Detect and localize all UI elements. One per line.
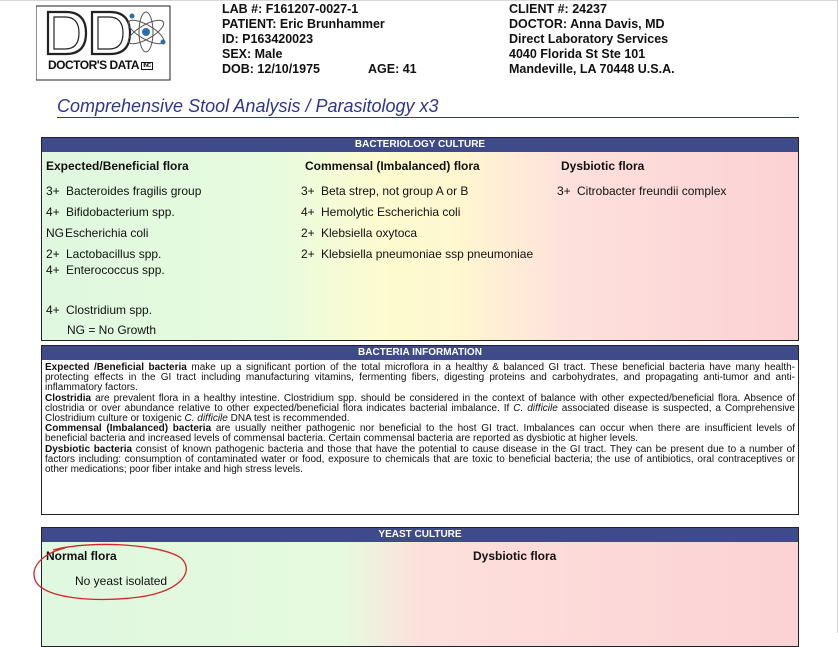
bacteria-information-section	[41, 345, 799, 515]
client-org: Direct Laboratory Services	[509, 32, 669, 46]
lab-number: LAB #: F161207-0027-1	[222, 2, 359, 16]
patient-dob: DOB: 12/10/1975	[222, 62, 320, 76]
list-item: 4+ Hemolytic Escherichia coli	[301, 205, 461, 219]
bacteriology-header: BACTERIOLOGY CULTURE	[42, 138, 798, 152]
list-item: 2+ Klebsiella pneumoniae ssp pneumoniae	[301, 247, 534, 261]
doctors-data-logo	[36, 2, 176, 86]
commensal-flora-heading: Commensal (Imbalanced) flora	[305, 159, 480, 173]
patient-name: PATIENT: Eric Brunhammer	[222, 17, 385, 31]
bacteriology-culture-section	[41, 137, 799, 341]
logo-graphic-icon	[36, 2, 176, 86]
client-info	[509, 2, 675, 77]
list-item: NGEscherichia coli	[46, 226, 149, 240]
doctor-name: DOCTOR: Anna Davis, MD	[509, 17, 665, 31]
yeast-header: YEAST CULTURE	[42, 528, 798, 542]
list-item: 4+ Enterococcus spp.	[46, 263, 165, 277]
top-border	[0, 0, 838, 1]
patient-info	[222, 2, 417, 77]
list-item: 4+ Clostridium spp.	[46, 303, 153, 317]
client-address1: 4040 Florida St Ste 101	[509, 47, 646, 61]
patient-id: ID: P163420023	[222, 32, 314, 46]
bacteria-info-text: Expected /Beneficial bacteria make up a significant portion of the total microflora in a healthy & balanced GI tract. These beneficial bacteria have many health-protecting effects in the GI tract including manufacturing vitamins, fermenting fibers, digesting proteins and carbohydrates, and propagating anti-tumor and anti-inflammatory factors. Clostridia are prevalent flora in a healthy intestine. Clostridium spp. should be considered in the context of balance with other expected/beneficial flora. Absence of clostridia or over abundance relative to other expected/beneficial flora indicates bacterial imbalance. If C. difficile associated disease is suspected, a Comprehensive Clostridium culture or toxigenic C. difficile DNA test is recommended. Commensal (Imbalanced) bacteria are usually neither pathogenic nor beneficial to the host GI tract. Imbalances can occur when there are insufficient levels of beneficial bacteria and increased levels of commensal bacteria. Certain commensal bacteria are reported as dysbiotic at higher levels. Dysbiotic bacteria consist of known pathogenic bacteria and those that have the potential to cause disease in the GI tract. They can be present due to a number of factors including: consumption of contaminated water or food, exposure to chemicals that are toxic to beneficial bacteria; the use of antibiotics, oral contraceptives or other medications; poor fiber intake and high stress levels.	[45, 362, 795, 476]
patient-age: AGE: 41	[368, 62, 417, 76]
client-number: CLIENT #: 24237	[509, 2, 607, 16]
patient-sex: SEX: Male	[222, 47, 283, 61]
bacteria-info-header: BACTERIA INFORMATION	[42, 346, 798, 360]
yeast-result: No yeast isolated	[75, 574, 168, 588]
no-growth-note: NG = No Growth	[67, 323, 157, 337]
list-item: 3+ Citrobacter freundii complex	[557, 184, 727, 198]
report-title: Comprehensive Stool Analysis / Parasitology x3	[57, 96, 439, 116]
yeast-culture-section	[41, 527, 799, 647]
list-item: 3+ Bacteroides fragilis group	[46, 184, 202, 198]
list-item: 2+ Lactobacillus spp.	[46, 247, 162, 261]
expected-flora-heading: Expected/Beneficial flora	[46, 159, 189, 173]
list-item: 4+ Bifidobacterium spp.	[46, 205, 175, 219]
yeast-dysbiotic-heading: Dysbiotic flora	[473, 549, 557, 563]
list-item: 3+ Beta strep, not group A or B	[301, 184, 469, 198]
logo-wordmark: DOCTOR'S DATA INC	[48, 58, 151, 72]
list-item: 2+ Klebsiella oxytoca	[301, 226, 418, 240]
normal-flora-heading: Normal flora	[46, 549, 117, 563]
client-address2: Mandeville, LA 70448 U.S.A.	[509, 62, 675, 76]
dysbiotic-flora-heading: Dysbiotic flora	[561, 159, 645, 173]
title-divider	[57, 117, 799, 118]
